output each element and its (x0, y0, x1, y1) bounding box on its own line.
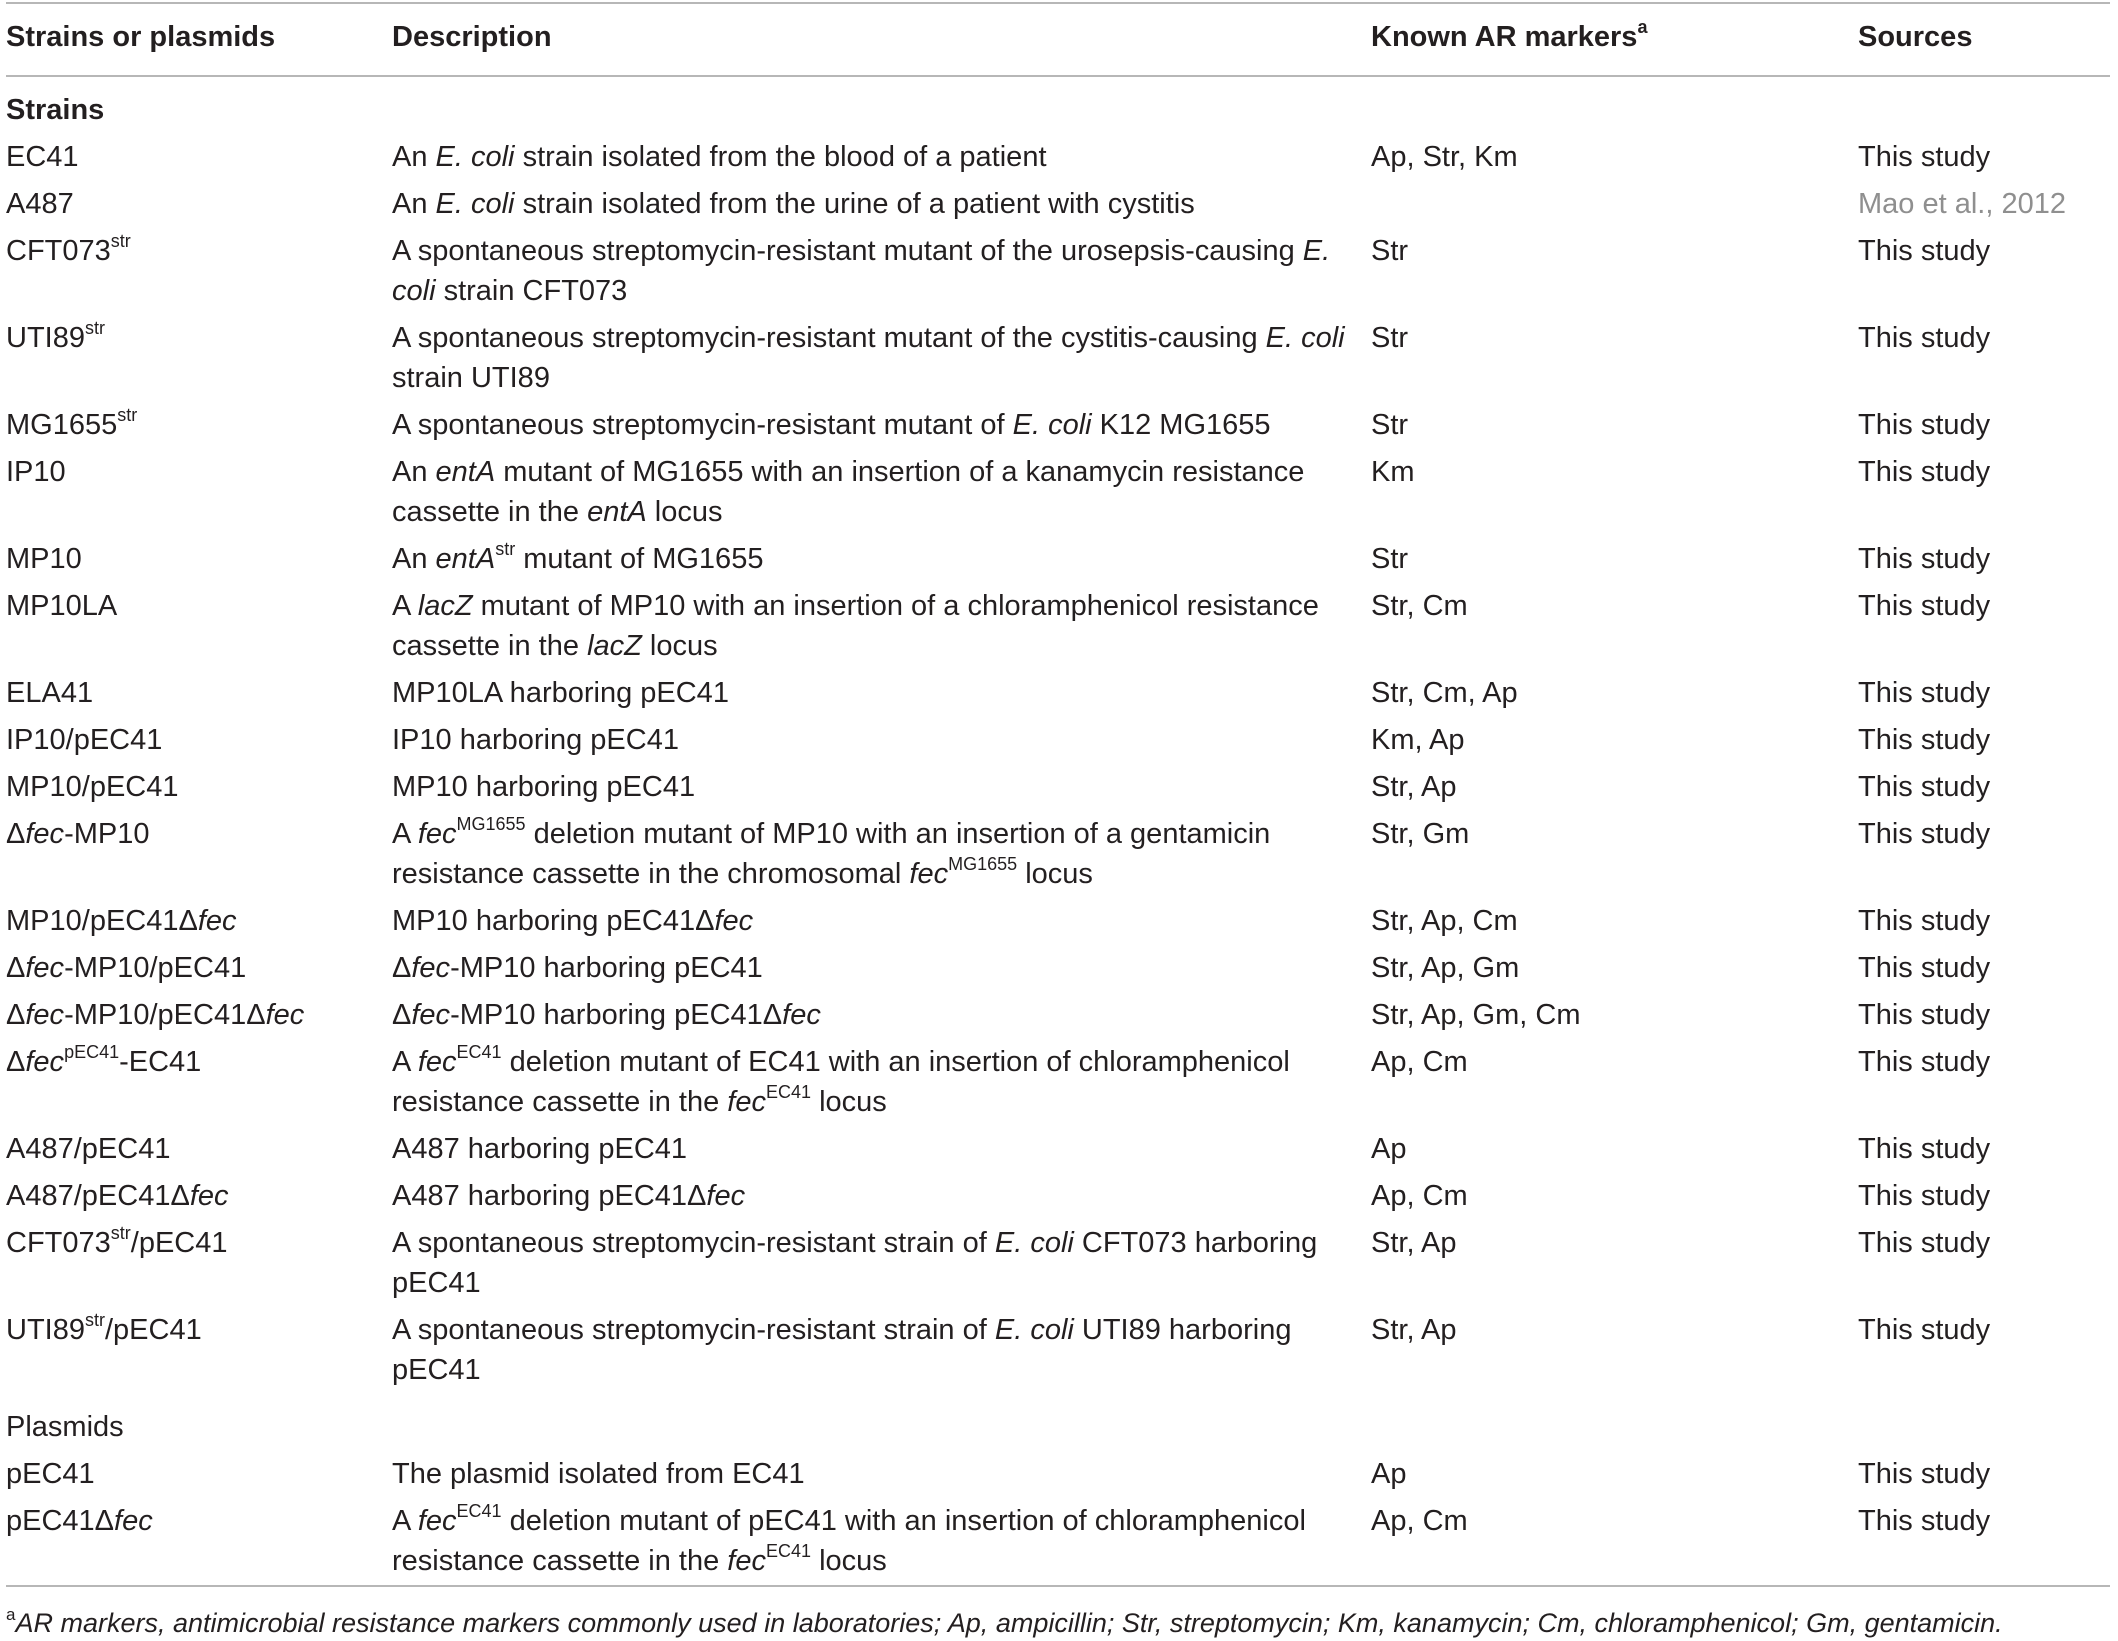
table-row (6, 225, 2110, 312)
strain-name-part: IP10 (6, 456, 66, 488)
description-part: entA (435, 456, 496, 488)
description-part: EC41 (456, 1042, 502, 1063)
markers-cell: Ap, Str, Km (1371, 141, 1518, 173)
description-cell (392, 1217, 1371, 1304)
strain-name-part: MP10LA (6, 590, 118, 622)
strain-name-part: A487/pEC41Δ (6, 1180, 190, 1212)
description-cell (392, 399, 1371, 446)
description-part: locus (646, 496, 723, 528)
description-part: entA (587, 496, 647, 528)
source-cell: This study (1858, 905, 1991, 937)
strain-name-part: str (84, 1310, 105, 1331)
table-row (6, 714, 2110, 761)
description-part: str (495, 539, 516, 560)
strain-name-part: fec (189, 1180, 229, 1212)
header-strains: Strains or plasmids (6, 20, 276, 53)
description-part: mutant of MG1655 (515, 543, 764, 575)
source-cell: This study (1858, 235, 1991, 267)
description-part: A spontaneous streptomycin-resistant mutant of the cystitis-causing (392, 322, 1266, 354)
strain-name-part: str (110, 231, 131, 252)
description-part: A (392, 1046, 418, 1078)
source-cell: This study (1858, 818, 1991, 850)
table-row (6, 1170, 2110, 1217)
source-cell: Mao et al., 2012 (1858, 188, 2066, 220)
description-part: lacZ (587, 630, 642, 662)
description-part: A487 harboring pEC41Δ (392, 1180, 707, 1212)
description-cell (392, 714, 1371, 761)
strain-name-part: fec (25, 952, 65, 984)
table-row (6, 399, 2110, 446)
strain-name-part: UTI89 (6, 1314, 85, 1346)
description-part: MG1655 (456, 814, 526, 835)
section-row-strains (6, 74, 2110, 131)
strain-name-cell (6, 942, 392, 989)
markers-cell: Ap (1371, 1133, 1407, 1165)
markers-cell: Ap, Cm (1371, 1046, 1468, 1078)
strain-name-part: Δ (6, 1046, 26, 1078)
description-cell (392, 1495, 1371, 1582)
source-cell: This study (1858, 543, 1991, 575)
strain-name-cell (6, 1495, 392, 1582)
table-row (6, 1217, 2110, 1304)
description-part: E. coli (1265, 322, 1345, 354)
table-row (6, 1036, 2110, 1123)
strain-name-part: MP10/pEC41 (6, 771, 179, 803)
table-row (6, 1304, 2110, 1391)
table-row (6, 1448, 2110, 1495)
description-part: E. coli (994, 1314, 1074, 1346)
markers-cell: Str (1371, 543, 1409, 575)
description-cell (392, 225, 1371, 312)
description-cell (392, 1036, 1371, 1123)
markers-cell: Str, Ap, Gm, Cm (1371, 999, 1581, 1031)
description-part: fec (727, 1545, 766, 1577)
strain-name-part: MG1655 (6, 409, 118, 441)
description-cell (392, 533, 1371, 580)
markers-cell: Str (1371, 322, 1409, 354)
strain-name-cell (6, 399, 392, 446)
strain-name-part: fec (25, 818, 65, 850)
description-part: A (392, 818, 418, 850)
strain-name-part: Δ (6, 999, 26, 1031)
table-row (6, 580, 2110, 667)
description-part: fec (727, 1086, 766, 1118)
table-row (6, 533, 2110, 580)
strains-table (6, 0, 2110, 1582)
description-part: The plasmid isolated from EC41 (392, 1458, 805, 1490)
description-cell (392, 1304, 1371, 1391)
source-cell: This study (1858, 1458, 1991, 1490)
table-row (6, 895, 2110, 942)
strain-name-cell (6, 1170, 392, 1217)
description-part: An (392, 188, 436, 220)
description-part: A (392, 1505, 418, 1537)
strain-name-part: Δ (6, 952, 26, 984)
strain-name-part: str (117, 405, 138, 426)
strain-name-cell (6, 1123, 392, 1170)
strain-name-part: fec (25, 1046, 65, 1078)
header-description: Description (392, 20, 552, 53)
description-cell (392, 131, 1371, 178)
strain-name-cell (6, 714, 392, 761)
description-cell (392, 761, 1371, 808)
description-part: fec (714, 905, 754, 937)
description-part: UTI89 harboring pEC41 (392, 1314, 1292, 1386)
description-cell (392, 989, 1371, 1036)
markers-cell: Str, Ap (1371, 771, 1457, 803)
strain-name-part: MP10/pEC41Δ (6, 905, 198, 937)
description-part: strain isolated from the blood of a patient (514, 141, 1047, 173)
table-row (6, 312, 2110, 399)
strain-name-part: fec (265, 999, 305, 1031)
description-part: E. coli (392, 235, 1331, 307)
description-cell (392, 808, 1371, 895)
description-part: fec (782, 999, 821, 1031)
strain-name-cell (6, 1448, 392, 1495)
description-part: lacZ (417, 590, 473, 622)
strain-name-part: fec (114, 1505, 153, 1537)
description-part: E. coli (994, 1227, 1074, 1259)
table-row (6, 667, 2110, 714)
strain-name-cell (6, 1217, 392, 1304)
description-part: MG1655 (948, 854, 1018, 875)
strain-name-part: -EC41 (119, 1046, 202, 1078)
description-cell (392, 1448, 1371, 1495)
description-part: fec (417, 818, 457, 850)
markers-cell: Str, Cm, Ap (1371, 677, 1518, 709)
markers-cell: Ap (1371, 1458, 1407, 1490)
description-part: A487 harboring pEC41 (392, 1133, 688, 1165)
markers-cell: Ap, Cm (1371, 1180, 1468, 1212)
description-part: Δ (392, 952, 412, 984)
strain-name-part: pEC41 (64, 1042, 120, 1063)
description-part: MP10LA harboring pEC41 (392, 677, 729, 709)
description-part: fec (706, 1180, 746, 1212)
description-part: mutant of MP10 with an insertion of a chloramphenicol resistance cassette in the (392, 590, 1319, 662)
description-part: Δ (392, 999, 412, 1031)
description-part: deletion mutant of MP10 with an insertion of a gentamicin resistance cassette in the chromosomal (392, 818, 1271, 890)
strain-name-part: /pEC41 (130, 1227, 228, 1259)
description-cell (392, 1170, 1371, 1217)
section-label-plasmids: Plasmids (6, 1411, 124, 1443)
description-part: A spontaneous streptomycin-resistant strain of (392, 1314, 995, 1346)
header-row (6, 0, 2110, 74)
strain-name-part: EC41 (6, 141, 79, 173)
description-part: MP10 harboring pEC41Δ (392, 905, 715, 937)
strain-name-part: pEC41Δ (6, 1505, 115, 1537)
strain-name-cell (6, 989, 392, 1036)
description-part: -MP10 harboring pEC41 (450, 952, 763, 984)
markers-cell: Str, Gm (1371, 818, 1470, 850)
source-cell: This study (1858, 1505, 1991, 1537)
markers-cell: Km, Ap (1371, 724, 1465, 756)
description-cell (392, 580, 1371, 667)
markers-cell: Str, Ap, Cm (1371, 905, 1518, 937)
markers-cell: Str (1371, 409, 1409, 441)
strain-name-part: fec (197, 905, 237, 937)
markers-cell (1371, 178, 1858, 225)
description-part: IP10 harboring pEC41 (392, 724, 679, 756)
description-part: locus (811, 1545, 887, 1577)
strain-name-part: fec (25, 999, 65, 1031)
description-part: -MP10 harboring pEC41Δ (450, 999, 783, 1031)
description-part: E. coli (435, 188, 515, 220)
strain-name-part: A487 (6, 188, 74, 220)
description-part: A (392, 590, 418, 622)
strain-name-part: A487/pEC41 (6, 1133, 171, 1165)
table-row (6, 178, 2110, 225)
markers-cell: Str, Cm (1371, 590, 1468, 622)
markers-cell: Str (1371, 235, 1409, 267)
description-part: fec (417, 1046, 457, 1078)
strain-name-cell (6, 178, 392, 225)
source-cell: This study (1858, 456, 1991, 488)
strain-name-part: CFT073 (6, 1227, 111, 1259)
description-part: deletion mutant of EC41 with an insertion of chloramphenicol resistance cassette in the (392, 1046, 1290, 1118)
footnote: $^a$AR markers, antimicrobial resistance markers commonly used in laboratories; Ap, ampicillin; Str, streptomycin; Km, kanamycin; Cm, chloramphenicol; Gm, gentamicin. (6, 1605, 2003, 1638)
description-part: locus (1017, 858, 1093, 890)
table-row (6, 808, 2110, 895)
description-part: locus (811, 1086, 887, 1118)
strain-name-part: UTI89 (6, 322, 85, 354)
markers-cell: Str, Ap (1371, 1314, 1457, 1346)
description-part: An (392, 141, 436, 173)
source-cell: This study (1858, 1227, 1991, 1259)
description-part: strain UTI89 (392, 362, 550, 394)
source-cell: This study (1858, 724, 1991, 756)
strain-name-part: -MP10 (64, 818, 150, 850)
description-part: A spontaneous streptomycin-resistant mutant of (392, 409, 1013, 441)
strain-name-part: CFT073 (6, 235, 111, 267)
source-cell: This study (1858, 1133, 1991, 1165)
table-row (6, 989, 2110, 1036)
strain-name-cell (6, 1036, 392, 1123)
description-part: MP10 harboring pEC41 (392, 771, 696, 803)
section-label-strains: Strains (6, 94, 105, 126)
strain-name-part: str (84, 318, 105, 339)
source-cell: This study (1858, 590, 1991, 622)
source-cell: This study (1858, 1180, 1991, 1212)
description-part: K12 MG1655 (1091, 409, 1271, 441)
source-cell: This study (1858, 1314, 1991, 1346)
description-cell (392, 446, 1371, 533)
description-cell (392, 1123, 1371, 1170)
description-part: EC41 (765, 1541, 812, 1562)
description-part: fec (411, 999, 451, 1031)
strain-name-part: ELA41 (6, 677, 94, 709)
table-row (6, 1123, 2110, 1170)
source-cell: This study (1858, 409, 1991, 441)
strain-name-part: /pEC41 (104, 1314, 202, 1346)
strain-name-part: IP10/pEC41 (6, 724, 163, 756)
description-part: mutant of MG1655 with an insertion of a kanamycin resistance cassette in the (392, 456, 1305, 528)
strain-name-cell (6, 808, 392, 895)
description-cell (392, 178, 1371, 225)
description-part: E. coli (1012, 409, 1092, 441)
source-cell: This study (1858, 999, 1991, 1031)
strain-name-cell (6, 580, 392, 667)
table-row (6, 761, 2110, 808)
description-cell (392, 895, 1371, 942)
source-cell: This study (1858, 771, 1991, 803)
strain-name-cell (6, 1304, 392, 1391)
table-row (6, 131, 2110, 178)
strain-name-part: Δ (6, 818, 26, 850)
header-sources: Sources (1858, 20, 1973, 53)
description-part: fec (417, 1505, 457, 1537)
strain-name-cell (6, 533, 392, 580)
markers-cell: Str, Ap, Gm (1371, 952, 1520, 984)
description-part: strain CFT073 (435, 275, 628, 307)
description-part: locus (641, 630, 718, 662)
strain-name-part: -MP10/pEC41Δ (64, 999, 266, 1031)
table-row (6, 446, 2110, 533)
description-part: deletion mutant of pEC41 with an insertion of chloramphenicol resistance cassette in the (392, 1505, 1306, 1577)
table-row (6, 1495, 2110, 1582)
table-row (6, 942, 2110, 989)
description-part: fec (909, 858, 949, 890)
description-cell (392, 312, 1371, 399)
strain-name-cell (6, 225, 392, 312)
strain-name-part: str (110, 1223, 131, 1244)
strain-name-cell (6, 131, 392, 178)
description-part: A spontaneous streptomycin-resistant mutant of the urosepsis-causing (392, 235, 1303, 267)
strain-name-part: -MP10/pEC41 (64, 952, 247, 984)
strain-name-cell (6, 761, 392, 808)
description-part: CFT073 harboring pEC41 (392, 1227, 1318, 1299)
bottom-rule (6, 1585, 2110, 1587)
source-cell: This study (1858, 1046, 1991, 1078)
strain-name-part: MP10 (6, 543, 82, 575)
description-cell (392, 667, 1371, 714)
source-cell: This study (1858, 322, 1991, 354)
markers-cell: Str, Ap (1371, 1227, 1457, 1259)
description-part: entA (435, 543, 496, 575)
strain-name-cell (6, 895, 392, 942)
strain-name-cell (6, 667, 392, 714)
description-part: An (392, 456, 436, 488)
markers-cell: Ap, Cm (1371, 1505, 1468, 1537)
description-cell (392, 942, 1371, 989)
description-part: E. coli (435, 141, 515, 173)
header-markers: Known AR markers$^a$ (1371, 16, 1648, 53)
source-cell: This study (1858, 952, 1991, 984)
description-part: An (392, 543, 436, 575)
strain-name-part: pEC41 (6, 1458, 95, 1490)
section-row-plasmids (6, 1391, 2110, 1448)
markers-cell: Km (1371, 456, 1415, 488)
description-part: EC41 (765, 1082, 812, 1103)
description-part: fec (411, 952, 451, 984)
strain-name-cell (6, 446, 392, 533)
description-part: A spontaneous streptomycin-resistant strain of (392, 1227, 995, 1259)
source-cell: This study (1858, 141, 1991, 173)
strain-name-cell (6, 312, 392, 399)
source-cell: This study (1858, 677, 1991, 709)
description-part: strain isolated from the urine of a patient with cystitis (514, 188, 1195, 220)
description-part: EC41 (456, 1501, 502, 1522)
